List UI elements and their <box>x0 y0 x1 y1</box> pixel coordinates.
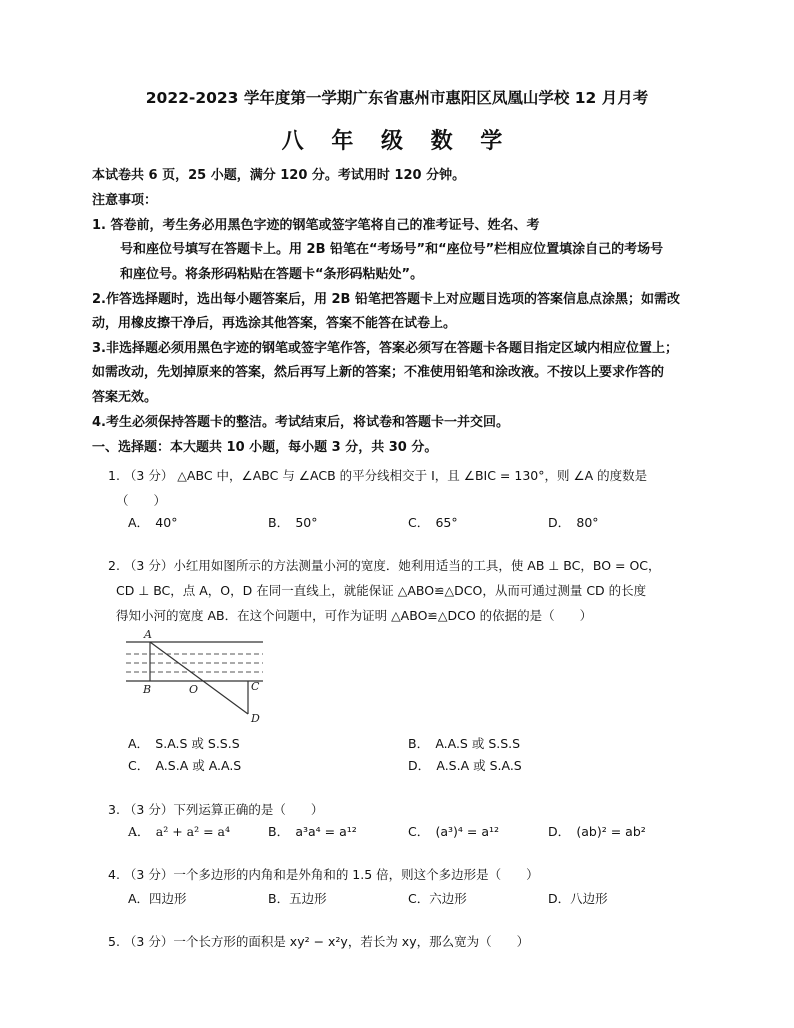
question-4-option-b: B．五边形 <box>268 891 327 906</box>
note-2a: 2.作答选择题时，选出每小题答案后，用 2B 铅笔把答题卡上对应题目选项的答案信息点涂黑；如需改 <box>92 292 680 307</box>
question-3-stem: 3. （3 分）下列运算正确的是（ ） <box>108 802 324 817</box>
question-4-stem: 4. （3 分）一个多边形的内角和是外角和的 1.5 倍，则这个多边形是（ ） <box>108 867 539 882</box>
question-2-option-b: B． A.A.S 或 S.S.S <box>408 736 521 751</box>
subject-title: 八 年 级 数 学 <box>281 128 513 154</box>
question-3-option-b: B． a³a⁴ = a¹² <box>268 824 357 839</box>
note-1c: 和座位号。将条形码粘贴在答题卡“条形码粘贴处”。 <box>120 267 424 282</box>
question-1-option-b: B． 50° <box>268 515 318 530</box>
question-1-option-d: D． 80° <box>548 515 599 530</box>
note-3b: 如需改动，先划掉原来的答案，然后再写上新的答案；不准使用铅笔和涂改液。不按以上要求作答的 <box>92 365 665 380</box>
exam-title: 2022-2023 学年度第一学期广东省惠州市惠阳区凤凰山学校 12 月月考 <box>145 89 649 107</box>
question-2-option-c: C． A.S.A 或 A.A.S <box>128 758 242 773</box>
note-3c: 答案无效。 <box>92 390 158 405</box>
question-2-stem-3: 得知小河的宽度 AB．在这个问题中，可作为证明 △ABO≌△DCO 的依据的是（ ） <box>116 608 593 623</box>
question-3-option-a: A． a² + a² = a⁴ <box>128 824 231 839</box>
question-3-option-c: C． (a³)⁴ = a¹² <box>408 824 500 839</box>
question-1-option-c: C． 65° <box>408 515 458 530</box>
segment-ad <box>150 642 248 714</box>
intro-line: 本试卷共 6 页，25 小题，满分 120 分。考试用时 120 分钟。 <box>92 168 466 183</box>
point-a-label: A <box>144 628 152 641</box>
point-d-label: D <box>251 712 260 725</box>
question-5-stem: 5. （3 分）一个长方形的面积是 xy² − x²y，若长为 xy，那么宽为（ ） <box>108 934 530 949</box>
question-2-stem-1: 2. （3 分）小红用如图所示的方法测量小河的宽度．她利用适当的工具，使 AB ⊥ BC，BO = OC， <box>108 558 661 573</box>
notes-label: 注意事项： <box>92 193 158 208</box>
question-2-option-d: D． A.S.A 或 S.A.S <box>408 758 522 773</box>
note-2b: 动，用橡皮擦干净后，再选涂其他答案，答案不能答在试卷上。 <box>92 316 457 331</box>
point-b-label: B <box>143 683 152 696</box>
section-heading: 一、选择题：本大题共 10 小题，每小题 3 分，共 30 分。 <box>92 440 438 455</box>
river-figure <box>118 626 278 726</box>
question-2-stem-2: CD ⊥ BC，点 A，O，D 在同一直线上，就能保证 △ABO≌△DCO，从而可通过测量 CD 的长度 <box>116 583 647 598</box>
question-4-option-c: C．六边形 <box>408 891 467 906</box>
note-1a: 1. 答卷前，考生务必用黑色字迹的钢笔或签字笔将自己的准考证号、姓名、考 <box>92 218 540 233</box>
question-4-option-a: A．四边形 <box>128 891 187 906</box>
question-4-option-d: D．八边形 <box>548 891 608 906</box>
note-4: 4.考生必须保持答题卡的整洁。考试结束后，将试卷和答题卡一并交回。 <box>92 415 509 430</box>
question-1-stem: 1. （3 分） △ABC 中，∠ABC 与 ∠ACB 的平分线相交于 I，且 ∠BIC = 130°，则 ∠A 的度数是 <box>108 468 648 483</box>
question-3-option-d: D． (ab)² = ab² <box>548 824 646 839</box>
point-c-label: C <box>251 680 260 693</box>
question-2-option-a: A． S.A.S 或 S.S.S <box>128 736 240 751</box>
point-o-label: O <box>189 683 199 696</box>
question-1-option-a: A． 40° <box>128 515 178 530</box>
question-1-bracket: （ ） <box>116 493 167 508</box>
note-3a: 3.非选择题必须用黑色字迹的钢笔或签字笔作答，答案必须写在答题卡各题目指定区域内相应位置上； <box>92 341 678 356</box>
note-1b: 号和座位号填写在答题卡上。用 2B 铅笔在“考场号”和“座位号”栏相应位置填涂自己的考场号 <box>120 242 664 257</box>
